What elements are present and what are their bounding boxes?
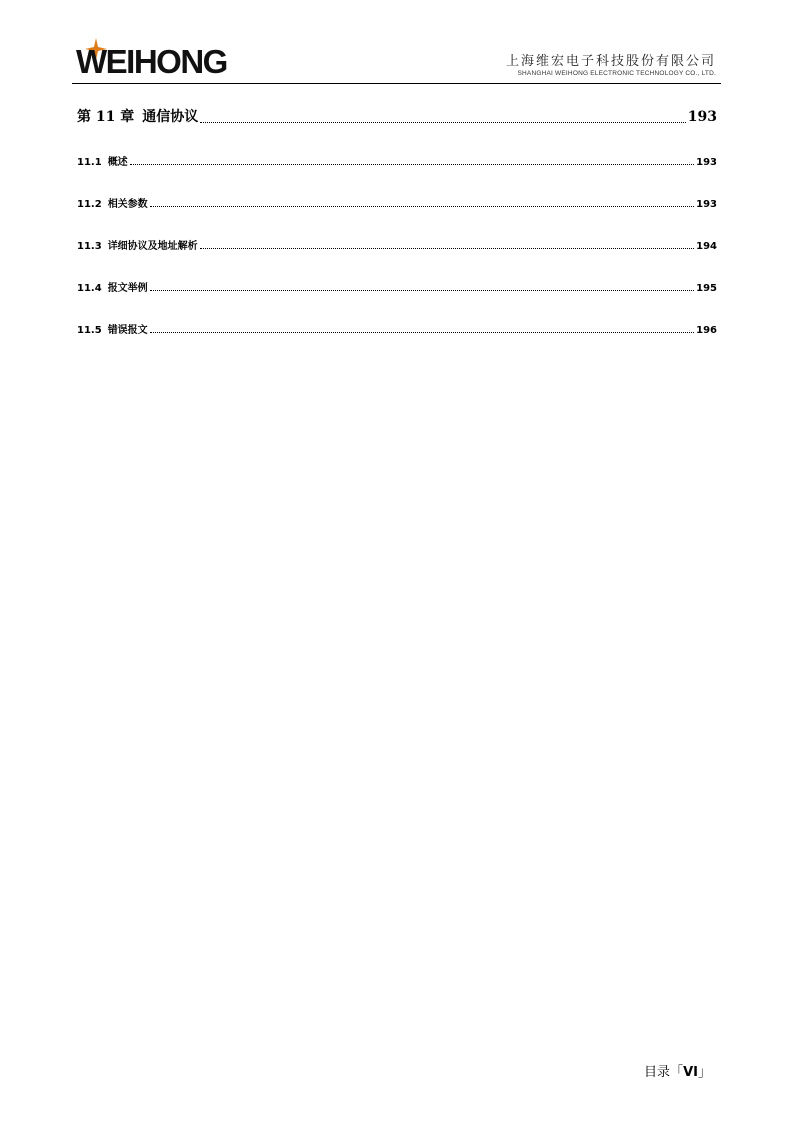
section-page-number: 193 <box>696 199 717 210</box>
company-name-chinese: 上海维宏电子科技股份有限公司 <box>505 54 716 69</box>
toc-section-entry[interactable] <box>77 153 717 168</box>
toc-section-entry[interactable] <box>77 279 717 294</box>
company-logo <box>72 38 247 80</box>
dot-leader <box>150 331 694 333</box>
toc-section-entry[interactable] <box>77 195 717 210</box>
section-number: 11.2 <box>77 199 102 210</box>
section-title: 错误报文 <box>107 325 148 336</box>
toc-section-entry[interactable] <box>77 237 717 252</box>
toc-section-entry[interactable] <box>77 321 717 336</box>
logo-text: WEIHONG <box>76 43 227 80</box>
section-number: 11.3 <box>77 241 102 252</box>
section-title: 报文举例 <box>107 283 148 294</box>
section-title: 概述 <box>107 157 128 168</box>
section-number: 11.4 <box>77 283 102 294</box>
footer-page-number: VI <box>683 1065 698 1080</box>
dot-leader <box>200 247 694 249</box>
page-footer <box>644 1061 711 1080</box>
section-number: 11.5 <box>77 325 102 336</box>
dot-leader <box>150 289 694 291</box>
chapter-page-number: 193 <box>687 109 717 125</box>
section-page-number: 196 <box>696 325 717 336</box>
company-name-english: SHANGHAI WEIHONG ELECTRONIC TECHNOLOGY CO., LTD. <box>517 70 716 77</box>
section-title: 相关参数 <box>107 199 148 210</box>
section-page-number: 195 <box>696 283 717 294</box>
dot-leader <box>150 205 694 207</box>
footer-label: 目录 <box>644 1065 671 1080</box>
dot-leader <box>130 163 694 165</box>
toc-chapter-entry[interactable] <box>77 106 717 126</box>
chapter-title: 通信协议 <box>142 109 199 125</box>
footer-open-bracket: 「 <box>670 1065 684 1080</box>
header-divider <box>72 83 721 84</box>
section-title: 详细协议及地址解析 <box>107 241 198 252</box>
section-page-number: 194 <box>696 241 717 252</box>
dot-leader <box>200 121 686 123</box>
footer-close-bracket: 」 <box>697 1065 711 1080</box>
section-page-number: 193 <box>696 157 717 168</box>
chapter-number: 第 11 章 <box>77 109 135 125</box>
section-number: 11.1 <box>77 157 102 168</box>
